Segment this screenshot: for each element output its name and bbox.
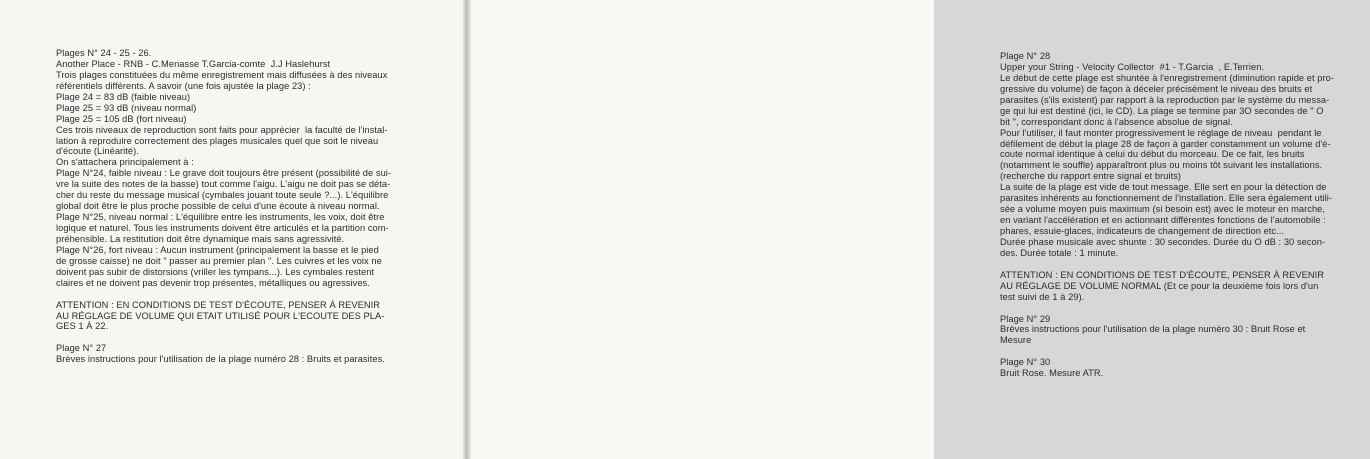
book-gutter [463,0,471,459]
text-line: Plage N° 27 [56,343,107,354]
text-line: Mesure [1000,335,1032,346]
paragraph-gap [56,289,426,300]
text-line: logique et naturel. Tous les instruments doivent être articulés et la partition com- [56,223,389,233]
text-line: Plage 25 = 105 dB (fort niveau) [56,113,187,124]
text-line: préhensible. La restitution doit être dynamique mais sans agressivité. [56,233,345,244]
text-line: sée a volume moyen puis maximum (si besoin est) avec le moteur en marche, [1000,204,1326,215]
text-line: Plage 25 = 93 dB (niveau normal) [56,102,197,113]
text-line: parasites (s'ils existent) par rapport à la reproduction par le système du messa- [1000,94,1330,105]
text-line: Brèves instructions pour l'utilisation de la plage numéro 28 : Bruits et parasites. [56,354,385,365]
text-line: AU RÉGLAGE DE VOLUME QUI ETAIT UTILISÉ POUR L'ECOUTE DES PLA- [56,310,385,321]
text-line: Ces trois niveaux de reproduction sont faits pour apprécier la faculté de l'instal- [56,124,388,135]
text-line: gressive du volume) de façon à déceler précisément le niveau des bruits et [1000,83,1313,94]
right-page [471,0,1335,459]
text-line: Plage N° 30 [1000,357,1051,368]
paragraph-gap [1000,346,1370,357]
text-line: des. Durée totale : 1 minute. [1000,247,1119,258]
paragraph-gap [1000,259,1370,270]
text-line: (recherche du rapport entre signal et bruits) [1000,171,1182,182]
text-line: en variant l'accélération et en actionnant différentes fonctions de l'automobile : [1000,215,1326,226]
text-line: Pour l'utiliser, il faut monter progressivement le réglage de niveau pendant le [1000,127,1322,138]
text-line: Trois plages constituées du même enregistrement mais diffusées à des niveaux [56,69,388,80]
text-line: référentiels différents. A savoir (une fois ajustée la plage 23) : [56,80,311,91]
text-line: Plage N°25, niveau normal : L'équilibre entre les instruments, les voix, doit être [56,212,385,223]
text-line: doivent pas subir de distorsions (vriller les tympans...). Les cymbales restent [56,266,375,277]
text-line: lation à reproduire correctement des plages musicales quel que soit le niveau [56,135,379,146]
text-line: coute normal identique à celui du début du morceau. De ce fait, les bruits [1000,149,1305,160]
text-line: Brèves instructions pour l'utilisation de la plage numéro 30 : Bruit Rose et [1000,324,1306,335]
text-line: Plage 24 = 83 dB (faible niveau) [56,91,191,102]
text-line: test suivi de 1 à 29). [1000,291,1085,302]
text-line: Plage N°26, fort niveau : Aucun instrument (principalement la basse et le pied [56,244,379,255]
text-line: Upper your String - Velocity Collector #1 - T.Garcia , E.Terrien. [1000,61,1265,72]
text-line: vre la suite des notes de la basse) tout comme l'aigu. L'aigu ne doit pas se déta- [56,179,391,190]
text-line: ge qui lui est destiné (ici, le CD). La plage se termine par 3O secondes de " O [1000,105,1324,116]
text-line: Durée phase musicale avec shunte : 30 secondes. Durée du O dB : 30 secon- [1000,236,1326,247]
left-page-text [56,48,426,365]
text-line: d'écoute (Linéarité). [56,146,139,157]
paragraph-gap [56,332,426,343]
text-line: ATTENTION : EN CONDITIONS DE TEST D'ÉCOUTE, PENSER À REVENIR [56,299,381,310]
text-line: global doit être le plus proche possible de celui d'une écoute à niveau normal. [56,201,380,212]
text-line: cher du reste du message musical (cymbales jouant toute seule ?...). L'équilibre [56,190,389,201]
text-line: La suite de la plage est vide de tout message. Elle sert en pour la détection de [1000,182,1327,193]
text-line: ATTENTION : EN CONDITIONS DE TEST D'ÉCOUTE, PENSER À REVENIR [1000,269,1325,280]
right-page-text [1000,51,1370,379]
paragraph-gap [1000,303,1370,314]
text-line: Bruit Rose. Mesure ATR. [1000,368,1104,379]
text-line: Another Place - RNB - C.Menasse T.Garcia-comte J.J Haslehurst [56,58,331,69]
text-line: AU RÉGLAGE DE VOLUME NORMAL (Et ce pour la deuxième fois lors d'un [1000,280,1319,291]
text-line: Plage N°24, faible niveau : Le grave doit toujours être présent (possibilité de sui- [56,168,392,179]
text-line: claires et ne doivent pas devenir trop présentes, métalliques ou agressives. [56,277,370,288]
text-line: parasites inhérents au fonctionnement de l'installation. Elle sera également utili- [1000,193,1333,204]
left-page [0,0,463,459]
text-line: Plage N° 28 [1000,51,1051,61]
text-line: On s'attachera principalement à : [56,157,194,168]
text-line: Plage N° 29 [1000,313,1051,324]
text-line: GES 1 À 22. [56,321,109,332]
text-line: bit ", correspondant donc à l'absence absolue de signal. [1000,116,1233,127]
text-line: (notamment le souffle) apparaîtront plus ou moins tôt suivant les installations. [1000,160,1323,171]
text-line: Le début de cette plage est shuntée à l'enregistrement (diminution rapide et pro- [1000,72,1335,83]
text-line: défilement de début la plage 28 de façon à garder constamment un volume d'é- [1000,138,1331,149]
text-line: de grosse caisse) ne doit " passer au premier plan ". Les cuivres et les voix ne [56,255,382,266]
text-line: Plages N° 24 - 25 - 26. [56,48,152,58]
text-line: phares, essuie-glaces, indicateurs de changement de direction etc... [1000,226,1285,236]
